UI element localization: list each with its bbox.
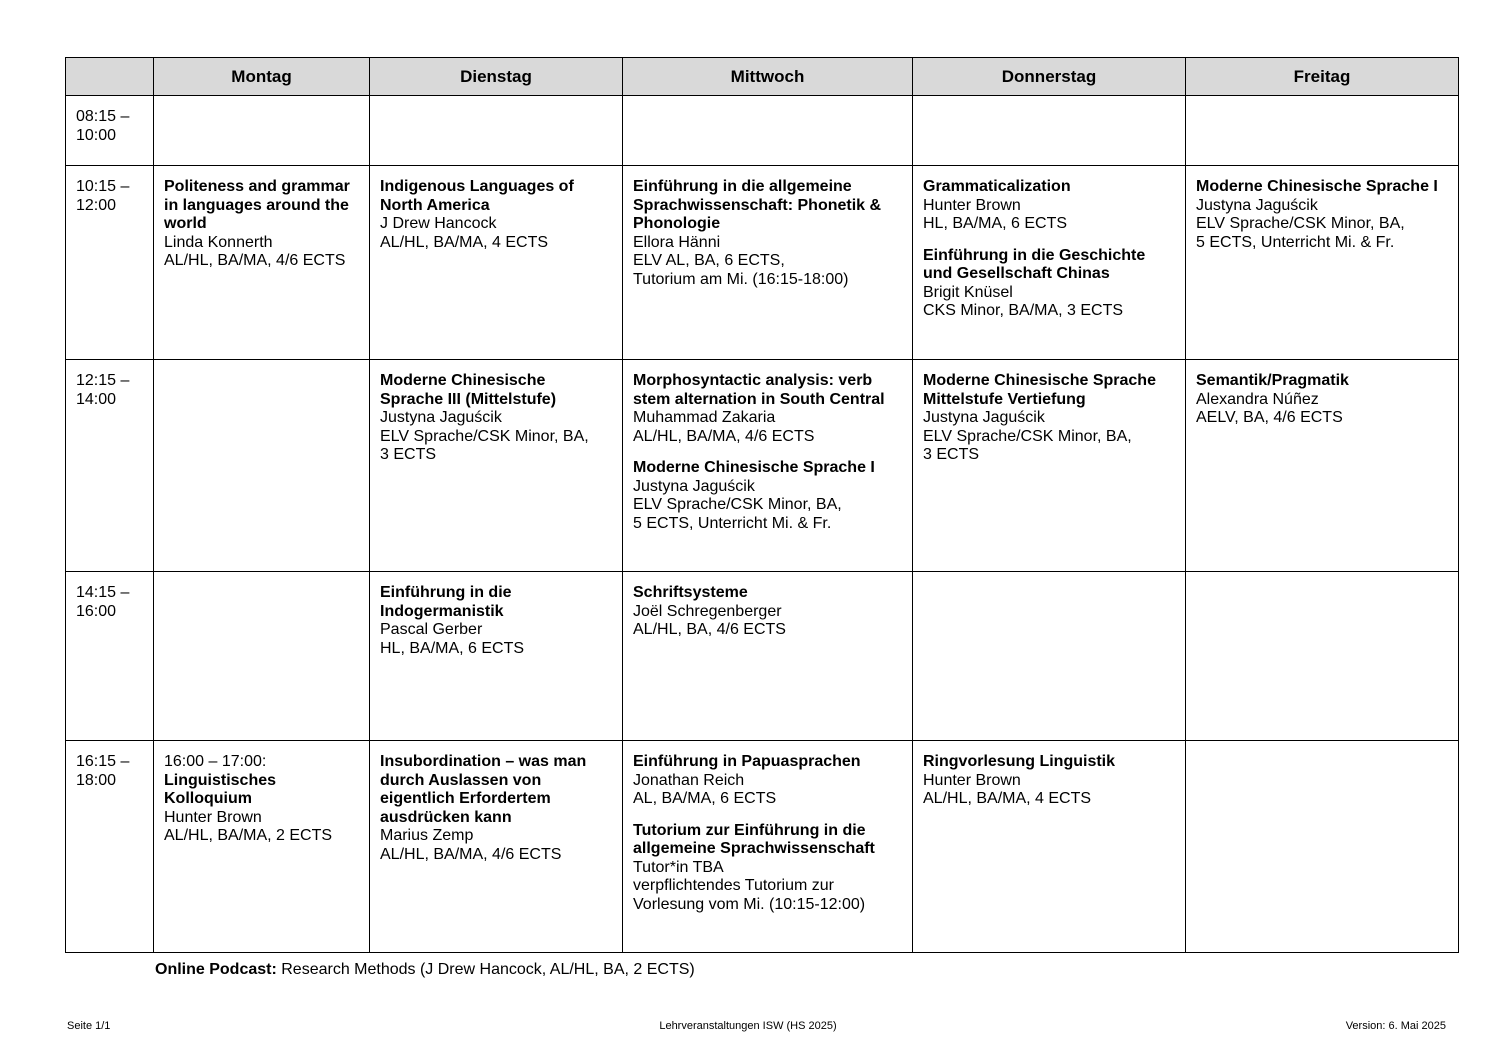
course-entry [380, 178, 613, 252]
course-details: AL/HL, BA/MA, 4/6 ECTS [380, 845, 562, 863]
course-lecturer: Ellora Hänni [633, 233, 721, 251]
course-details: CKS Minor, BA/MA, 3 ECTS [923, 302, 1124, 319]
time-end: 12:00 [76, 196, 117, 214]
course-time-note: 16:00 – 17:00: [164, 753, 267, 770]
time-slot-cell [66, 572, 154, 741]
course-title: Sprache III (Mittelstufe) [380, 390, 557, 408]
course-lecturer: Hunter Brown [164, 808, 262, 826]
course-entry [633, 459, 903, 533]
course-title: ausdrücken kann [380, 808, 512, 826]
course-entry [633, 753, 903, 809]
course-details: AL/HL, BA/MA, 4 ECTS [923, 790, 1092, 807]
course-title: North America [380, 196, 490, 214]
schedule-cell-donnerstag [913, 360, 1186, 572]
course-lecturer: Muhammad Zakaria [633, 409, 776, 426]
footer-document-title: Lehrveranstaltungen ISW (HS 2025) [659, 1020, 837, 1032]
course-title: Insubordination – was man [380, 753, 587, 770]
course-details: AL/HL, BA/MA, 4/6 ECTS [164, 252, 346, 269]
time-start: 14:15 – [76, 584, 130, 601]
course-entry [923, 372, 1176, 465]
course-title: Mittelstufe Vertiefung [923, 390, 1086, 408]
course-details: AL/HL, BA/MA, 4/6 ECTS [633, 427, 815, 445]
course-title: Ringvorlesung Linguistik [923, 753, 1116, 770]
course-lecturer: Hunter Brown [923, 196, 1021, 214]
course-details: 5 ECTS, Unterricht Mi. & Fr. [1196, 233, 1395, 251]
course-entry [380, 372, 613, 465]
day-header-freitag: Freitag [1186, 58, 1459, 96]
schedule-cell-montag [154, 96, 370, 166]
course-title: Moderne Chinesische Sprache I [1196, 178, 1438, 195]
course-title: Sprachwissenschaft: Phonetik & [633, 196, 882, 214]
course-lecturer: Hunter Brown [923, 771, 1021, 789]
course-details: AL/HL, BA, 4/6 ECTS [633, 621, 786, 638]
header-row [66, 58, 1459, 96]
course-title: Tutorium zur Einführung in die [633, 821, 866, 839]
course-details: ELV Sprache/CSK Minor, BA, [1196, 215, 1405, 232]
day-header-donnerstag: Donnerstag [913, 58, 1186, 96]
corner-cell [66, 58, 154, 96]
course-details: AL/HL, BA/MA, 4 ECTS [380, 233, 549, 251]
course-details: 3 ECTS [380, 446, 437, 463]
online-podcast-note [155, 961, 695, 979]
course-entry [633, 822, 903, 915]
course-details: AELV, BA, 4/6 ECTS [1196, 409, 1343, 426]
time-slot-row [66, 572, 1459, 741]
schedule-cell-montag [154, 572, 370, 741]
schedule-cell-mittwoch [623, 360, 913, 572]
course-entry [164, 178, 360, 271]
podcast-label: Online Podcast: [155, 961, 277, 978]
course-entry [1196, 372, 1449, 428]
schedule-table [65, 57, 1459, 953]
course-entry [923, 247, 1176, 321]
course-lecturer: Pascal Gerber [380, 621, 483, 638]
course-details: ELV AL, BA, 6 ECTS, [633, 252, 785, 269]
course-title: Schriftsysteme [633, 584, 748, 601]
time-start: 12:15 – [76, 372, 130, 389]
course-details: AL/HL, BA/MA, 2 ECTS [164, 827, 333, 844]
course-details: Tutorium am Mi. (16:15-18:00) [633, 270, 849, 288]
course-title: Phonologie [633, 215, 721, 232]
course-title: Politeness and grammar [164, 178, 350, 195]
course-title: Einführung in die [380, 584, 512, 601]
course-lecturer: Marius Zemp [380, 827, 474, 844]
course-title: Einführung in die Geschichte [923, 246, 1146, 264]
course-lecturer: Linda Konnerth [164, 233, 273, 251]
course-title: eigentlich Erfordertem [380, 790, 551, 807]
course-lecturer: Justyna Jaguścik [380, 409, 502, 426]
course-title: Linguistisches [164, 771, 277, 789]
schedule-cell-mittwoch [623, 96, 913, 166]
schedule-cell-dienstag [370, 96, 623, 166]
time-end: 10:00 [76, 126, 117, 144]
course-details: verpflichtendes Tutorium zur [633, 877, 834, 894]
course-title: Moderne Chinesische Sprache [923, 372, 1156, 389]
course-lecturer: Brigit Knüsel [923, 283, 1013, 301]
course-title: Kolloquium [164, 790, 252, 807]
course-entry [380, 584, 613, 658]
schedule-cell-dienstag [370, 572, 623, 741]
course-details: ELV Sprache/CSK Minor, BA, [923, 427, 1132, 445]
schedule-cell-dienstag [370, 360, 623, 572]
course-entry [923, 178, 1176, 234]
course-title: Indigenous Languages of [380, 178, 574, 195]
time-end: 18:00 [76, 771, 117, 789]
course-title: stem alternation in South Central [633, 390, 885, 408]
course-entry [633, 584, 903, 640]
course-lecturer: Joël Schregenberger [633, 602, 782, 620]
course-lecturer: Justyna Jaguścik [1196, 196, 1318, 214]
schedule-cell-freitag [1186, 572, 1459, 741]
footer-version: Version: 6. Mai 2025 [1345, 1020, 1446, 1032]
course-entry [923, 753, 1176, 809]
time-slot-row [66, 96, 1459, 166]
course-title: Semantik/Pragmatik [1196, 372, 1349, 389]
schedule-cell-mittwoch [623, 166, 913, 360]
time-slot-cell [66, 166, 154, 360]
schedule-cell-dienstag [370, 741, 623, 953]
time-end: 14:00 [76, 390, 117, 408]
schedule-cell-montag [154, 360, 370, 572]
schedule-cell-donnerstag [913, 166, 1186, 360]
course-title: world [164, 215, 207, 232]
course-title: Einführung in die allgemeine [633, 178, 852, 195]
course-title: in languages around the [164, 196, 349, 214]
time-slot-cell [66, 360, 154, 572]
time-start: 10:15 – [76, 178, 130, 195]
time-slot-cell [66, 741, 154, 953]
time-slot-row [66, 360, 1459, 572]
schedule-cell-freitag [1186, 96, 1459, 166]
course-title: Indogermanistik [380, 602, 504, 620]
schedule-cell-montag [154, 166, 370, 360]
course-lecturer: Justyna Jaguścik [633, 477, 755, 495]
course-lecturer: Alexandra Núñez [1196, 390, 1319, 408]
course-entry [164, 753, 360, 846]
course-title: Grammaticalization [923, 178, 1071, 195]
day-header-montag: Montag [154, 58, 370, 96]
course-details: Vorlesung vom Mi. (10:15-12:00) [633, 895, 866, 913]
schedule-cell-dienstag [370, 166, 623, 360]
course-entry [1196, 178, 1449, 252]
course-title: Moderne Chinesische [380, 372, 546, 389]
time-start: 16:15 – [76, 753, 130, 770]
course-lecturer: Justyna Jaguścik [923, 409, 1045, 426]
course-lecturer: J Drew Hancock [380, 215, 497, 232]
course-lecturer: Jonathan Reich [633, 771, 745, 789]
course-entry [380, 753, 613, 864]
schedule-cell-freitag [1186, 741, 1459, 953]
course-title: Morphosyntactic analysis: verb [633, 372, 873, 389]
time-slot-row [66, 166, 1459, 360]
time-slot-row [66, 741, 1459, 953]
day-header-dienstag: Dienstag [370, 58, 623, 96]
schedule-cell-montag [154, 741, 370, 953]
course-lecturer: Tutor*in TBA [633, 858, 724, 876]
course-entry [633, 178, 903, 289]
course-details: ELV Sprache/CSK Minor, BA, [633, 496, 842, 513]
schedule-cell-donnerstag [913, 741, 1186, 953]
schedule-cell-freitag [1186, 360, 1459, 572]
podcast-text: Research Methods (J Drew Hancock, AL/HL, BA, 2 ECTS) [276, 961, 695, 978]
course-details: 3 ECTS [923, 446, 980, 463]
course-title: Einführung in Papuasprachen [633, 753, 861, 770]
course-title: und Gesellschaft Chinas [923, 265, 1110, 282]
schedule-cell-donnerstag [913, 572, 1186, 741]
course-details: AL, BA/MA, 6 ECTS [633, 790, 777, 807]
time-end: 16:00 [76, 602, 117, 620]
course-details: HL, BA/MA, 6 ECTS [380, 639, 525, 657]
course-title: allgemeine Sprachwissenschaft [633, 840, 875, 857]
footer-page-number: Seite 1/1 [67, 1020, 111, 1032]
day-header-mittwoch: Mittwoch [623, 58, 913, 96]
course-details: HL, BA/MA, 6 ECTS [923, 215, 1068, 232]
course-title: Moderne Chinesische Sprache I [633, 459, 875, 476]
time-slot-cell [66, 96, 154, 166]
schedule-cell-freitag [1186, 166, 1459, 360]
schedule-cell-mittwoch [623, 741, 913, 953]
course-title: durch Auslassen von [380, 771, 542, 789]
schedule-cell-mittwoch [623, 572, 913, 741]
course-entry [633, 372, 903, 446]
course-details: 5 ECTS, Unterricht Mi. & Fr. [633, 514, 832, 532]
course-details: ELV Sprache/CSK Minor, BA, [380, 427, 589, 445]
time-start: 08:15 – [76, 108, 130, 125]
schedule-cell-donnerstag [913, 96, 1186, 166]
